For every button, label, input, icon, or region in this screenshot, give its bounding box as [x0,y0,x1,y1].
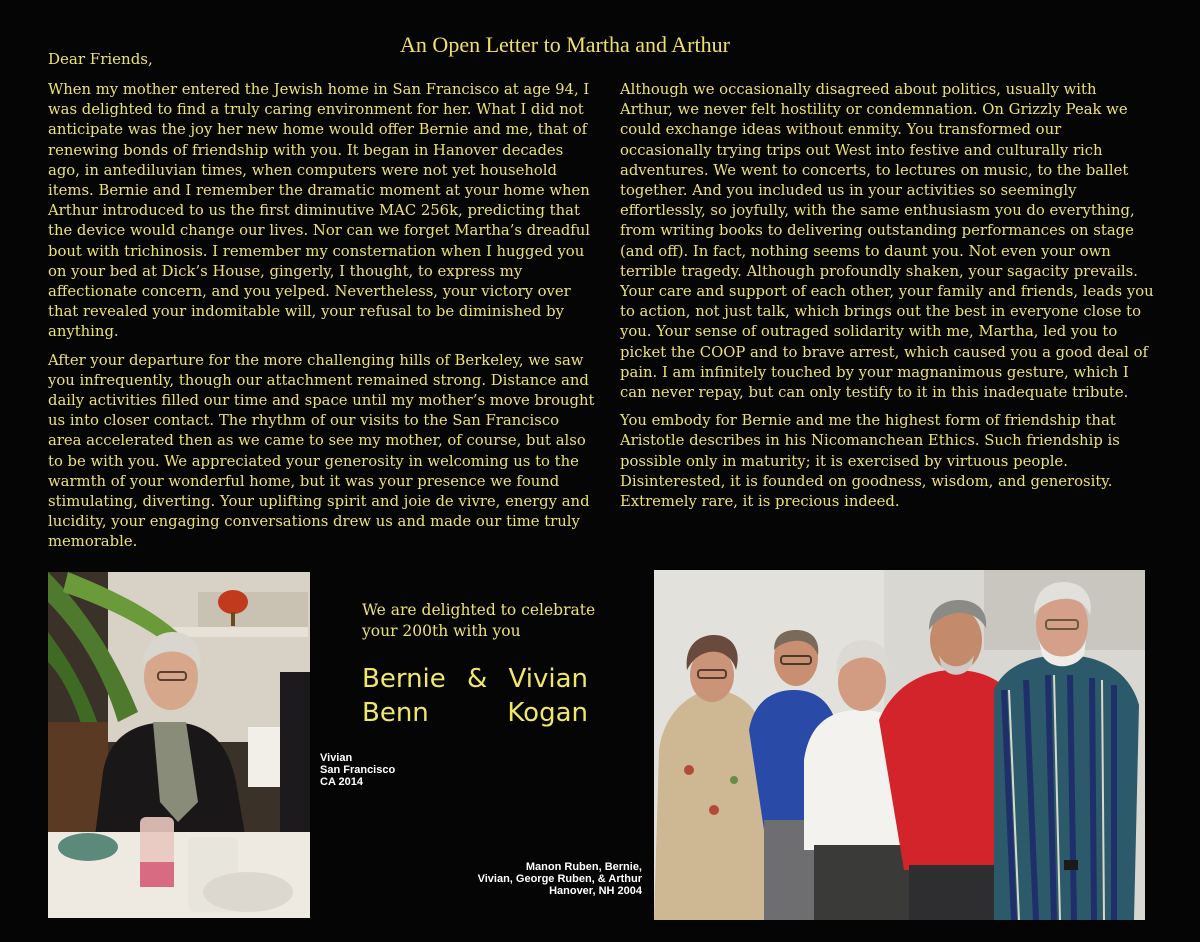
signature-first-names [362,662,588,696]
caption-line: Vivian [320,752,353,764]
signature-name: Bernie [362,664,446,694]
celebration-line: your 200th with you [362,622,521,640]
right-column [620,80,1154,520]
caption-line: San Francisco [320,764,396,776]
paragraph-1: When my mother entered the Jewish home in San Francisco at age 94, I was delighted to find a truly caring environment for her. What I did not anticipate was the joy her new home would offer Bernie and me, that of renewing bonds of friendship with you. It began in Hanover decades ago, in antediluvian times, when computers were not yet household items. Bernie and I remember the dramatic moment at your home when Arthur introduced to us the first diminutive MAC 256k, predicting that the device would change our lives. Nor can we forget Martha’s dreadful bout with trichinosis. I remember my consternation when I hugged you on your bed at Dick’s House, gingerly, I thought, to express my affectionate concern, and you yelped. Nevertheless, your victory over that revealed your indomitable will, your refusal to be diminished by anything. [48,81,591,341]
paragraph-3: Although we occasionally disagreed about politics, usually with Arthur, we never felt hostility or condemnation. On Grizzly Peak we could exchange ideas without enmity. You transformed our occasionally trying trips out West into festive and culturally rich adventures. We went to concerts, to lectures on music, to the ballet together. And you included us in your activities so seemingly effortlessly, so joyfully, with the same enthusiasm you do everything, from writing books to delivering outstanding performances on stage (and off). In fact, nothing seems to daunt you. Not even your own terrible tragedy. Although profoundly shaken, your sagacity prevails. Your care and support of each other, your family and friends, leads you to action, not just talk, which brings out the best in everyone close to you. Your sense of outraged solidarity with me, Martha, led you to picket the COOP and to brave arrest, which caused you a good deal of pain. I am infinitely touched by your magnanimous gesture, which I can never repay, but can only testify to it in this inadequate tribute. [620,81,1154,402]
signature [362,662,588,730]
celebration-note [362,600,595,642]
photo-vivian-illustration [48,572,310,918]
caption-line: CA 2014 [320,776,364,788]
signature-ampersand: & [467,664,488,694]
signature-name: Vivian [508,664,588,694]
caption-line: Manon Ruben, Bernie, [525,861,642,873]
left-column [48,80,596,561]
celebration-line: We are delighted to celebrate [362,601,596,619]
photo-vivian-caption [320,752,395,788]
photo-group-illustration [654,570,1145,920]
photo-group [654,570,1145,920]
caption-line: Vivian, George Ruben, & Arthur [477,873,642,885]
photo-vivian [48,572,310,918]
paragraph-2: After your departure for the more challenging hills of Berkeley, we saw you infrequently, though our attachment remained strong. Distance and daily activities filled our time and space until my mother’s move brought us into closer contact. The rhythm of our visits to the San Francisco area accelerated then as we came to see my mother, of course, but also to be with you. We appreciated your generosity in welcoming us to the warmth of your wonderful home, but it was your presence we found stimulating, diverting. Your uplifting spirit and joie de vivre, energy and lucidity, your engaging conversations drew us and made our time truly memorable. [48,351,595,551]
paragraph-4: You embody for Bernie and me the highest form of friendship that Aristotle describes in his Nicomanchean Ethics. Such friendship is possible only in maturity; it is exercised by virtuous people. Disinterested, it is founded on goodness, wisdom, and generosity. Extremely rare, it is precious indeed. [620,412,1120,511]
signature-name: Benn [362,698,429,728]
salutation: Dear Friends, [48,50,153,68]
letter-title: An Open Letter to Martha and Arthur [400,32,730,57]
signature-last-names [362,696,588,730]
signature-name: Kogan [507,698,588,728]
caption-line: Hanover, NH 2004 [549,885,642,897]
group-photo-caption [456,861,642,897]
